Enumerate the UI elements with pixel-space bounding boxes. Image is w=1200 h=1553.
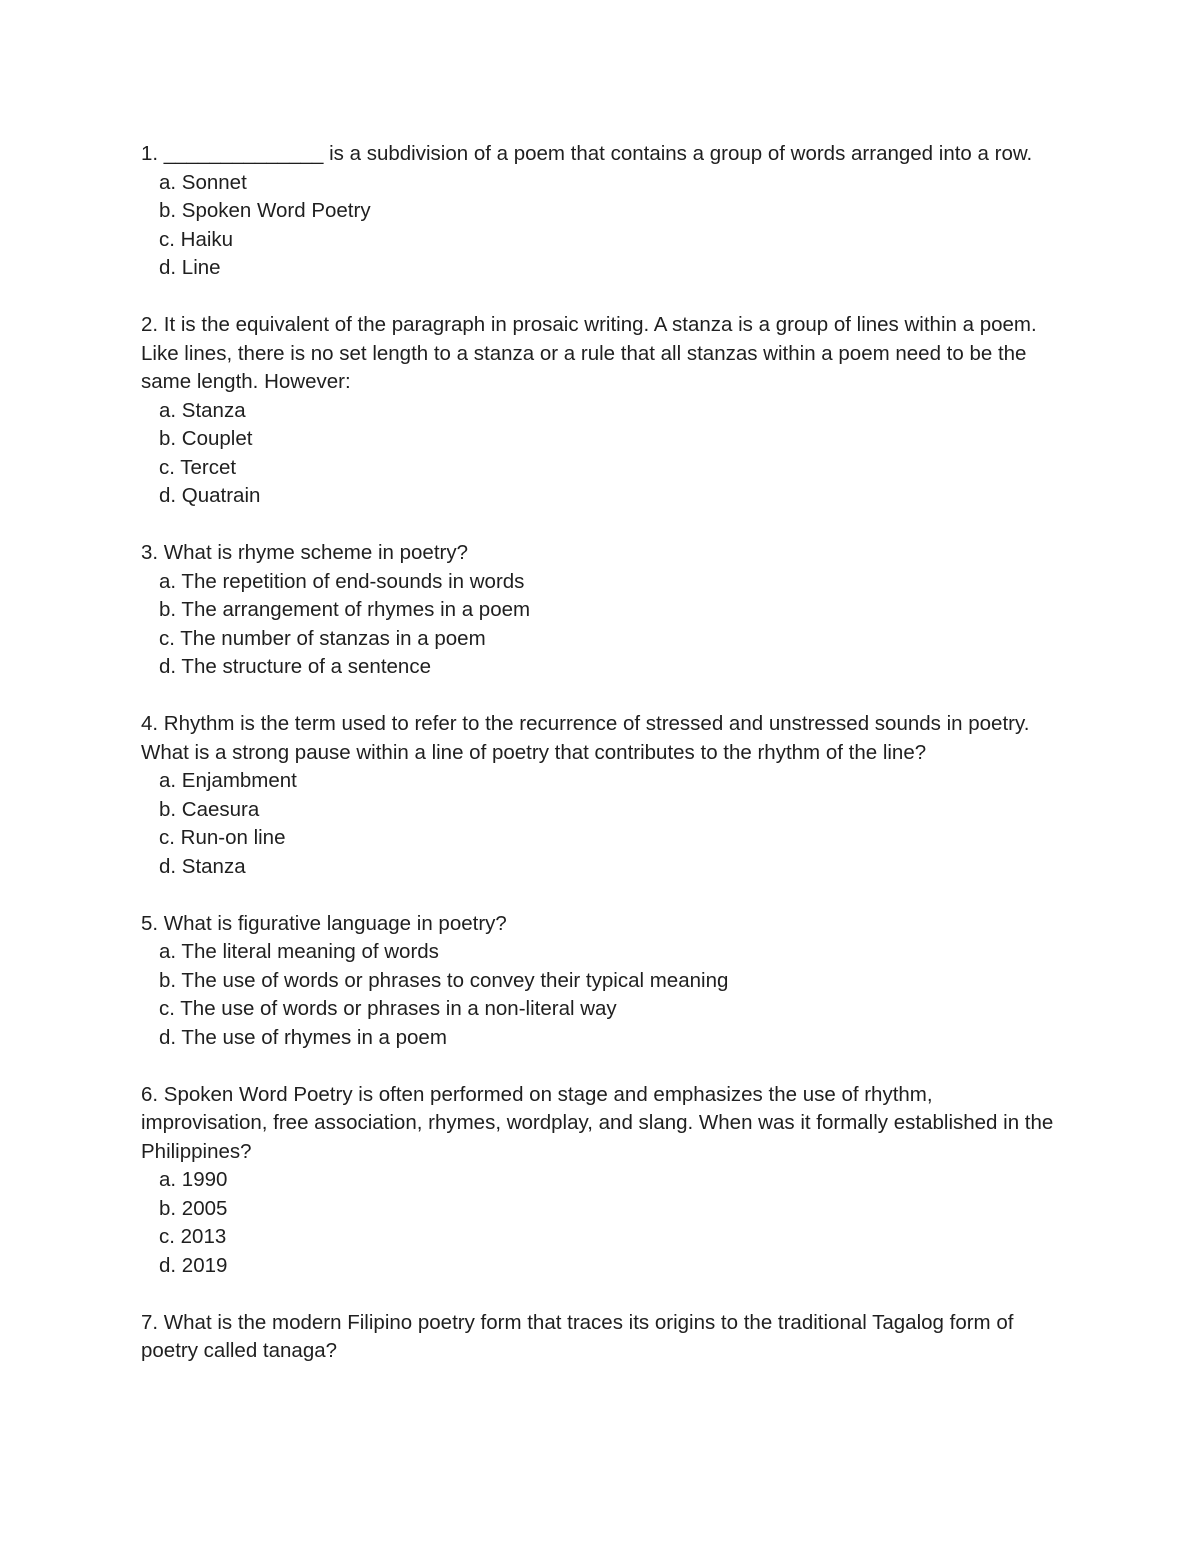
option-a: a. Stanza: [159, 398, 246, 422]
question-stem: 7. What is the modern Filipino poetry form that traces its origins to the traditional Tagalog form of poetry called tanaga?: [141, 1310, 1014, 1362]
question-stem: 2. It is the equivalent of the paragraph in prosaic writing. A stanza is a group of lines within a poem. Like lines, there is no set length to a stanza or a rule that all stanzas within a poem need to be the same length. However:: [141, 313, 1037, 393]
option-d: d. Stanza: [159, 854, 246, 878]
question-3: [141, 539, 1056, 682]
option-b: b. The arrangement of rhymes in a poem: [159, 598, 531, 621]
option-a: a. The repetition of end-sounds in words: [159, 569, 525, 593]
question-7: [141, 1309, 1056, 1366]
options-list: [141, 767, 1056, 881]
question-2: [141, 311, 1056, 511]
option-b: b. Couplet: [159, 427, 253, 450]
option-a: a. The literal meaning of words: [159, 940, 439, 963]
option-b: b. Caesura: [159, 797, 260, 821]
options-list: [141, 1166, 1056, 1280]
option-d: d. The structure of a sentence: [159, 655, 431, 678]
option-a: a. Enjambment: [159, 769, 297, 792]
option-c: c. Haiku: [159, 227, 234, 251]
question-stem: 4. Rhythm is the term used to refer to the recurrence of stressed and unstressed sounds in poetry. What is a strong pause within a line of poetry that contributes to the rhythm of the line?: [141, 712, 1030, 764]
option-c: c. Tercet: [159, 455, 237, 479]
option-d: d. Line: [159, 256, 221, 279]
options-list: [141, 169, 1056, 283]
option-d: d. The use of rhymes in a poem: [159, 1025, 447, 1049]
option-c: c. Run-on line: [159, 826, 286, 849]
option-c: c. The use of words or phrases in a non-literal way: [159, 997, 617, 1020]
question-1: [141, 140, 1056, 283]
option-b: b. The use of words or phrases to convey their typical meaning: [159, 968, 729, 992]
question-6: [141, 1081, 1056, 1281]
question-4: [141, 710, 1056, 881]
question-5: [141, 910, 1056, 1053]
question-stem: 3. What is rhyme scheme in poetry?: [141, 541, 468, 564]
option-d: d. 2019: [159, 1253, 228, 1277]
option-b: b. 2005: [159, 1196, 228, 1220]
options-list: [141, 568, 1056, 682]
options-list: [141, 938, 1056, 1052]
option-c: c. 2013: [159, 1225, 227, 1248]
document-page: [141, 140, 1056, 1394]
option-d: d. Quatrain: [159, 484, 261, 507]
question-stem: 6. Spoken Word Poetry is often performed on stage and emphasizes the use of rhythm, improvisation, free association, rhymes, wordplay, and slang. When was it formally established in the Philippines?: [141, 1082, 1054, 1163]
question-stem: 1. ______________ is a subdivision of a poem that contains a group of words arranged into a row.: [141, 142, 1033, 165]
question-stem: 5. What is figurative language in poetry?: [141, 911, 507, 935]
option-a: a. Sonnet: [159, 170, 247, 194]
option-c: c. The number of stanzas in a poem: [159, 626, 486, 650]
option-a: a. 1990: [159, 1168, 228, 1191]
options-list: [141, 397, 1056, 511]
option-b: b. Spoken Word Poetry: [159, 199, 371, 222]
